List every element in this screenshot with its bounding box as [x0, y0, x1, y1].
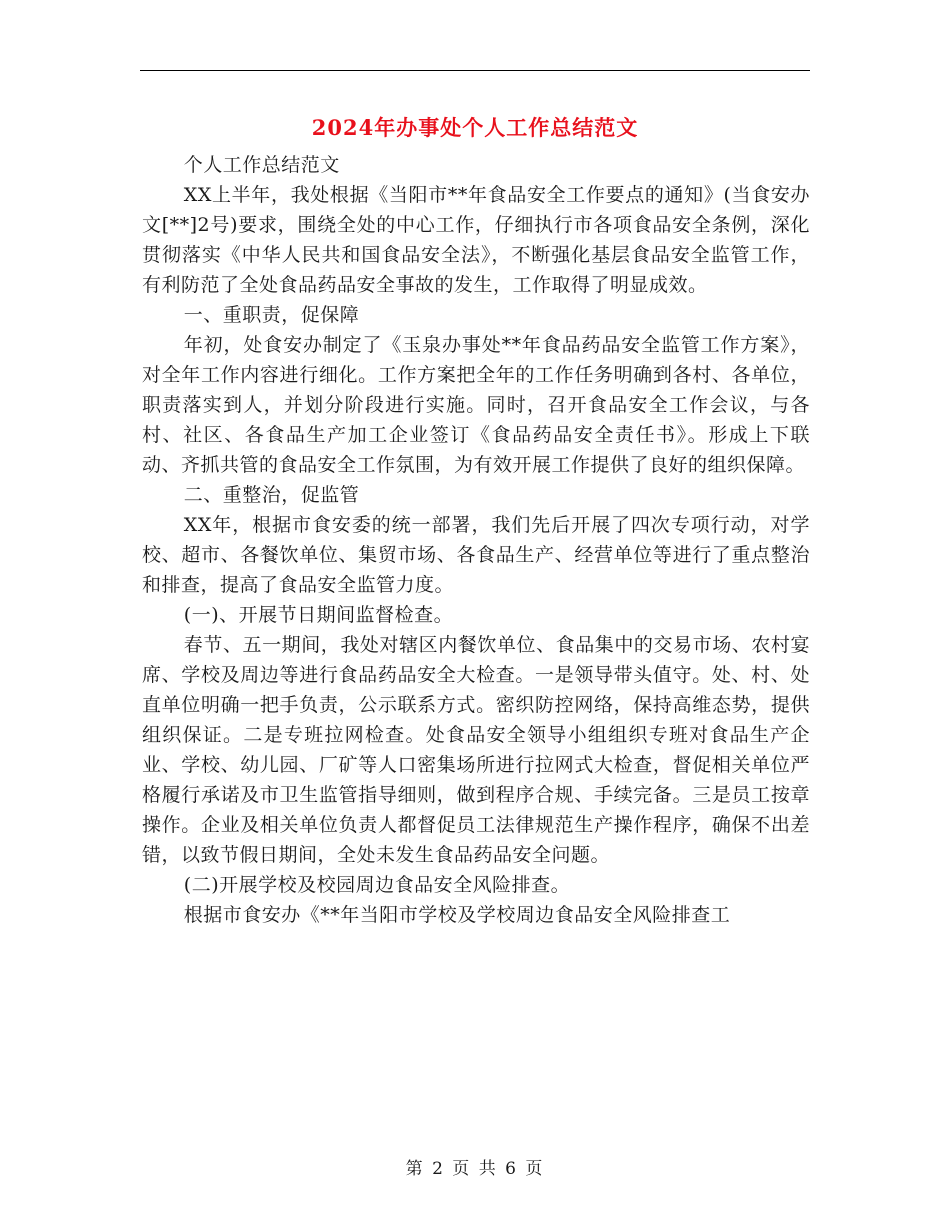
paragraph: XX上半年，我处根据《当阳市**年食品安全工作要点的通知》(当食安办文[**]2号)要求，围绕全处的中心工作，仔细执行市各项食品安全条例，深化贯彻落实《中华人民共和国食品安全法》，不断强化基层食品安全监管工作，有利防范了全处食品药品安全事故的发生，工作取得了明显成效。 — [142, 184, 810, 296]
paragraph: 根据市食安办《**年当阳市学校及学校周边食品安全风险排查工 — [183, 904, 731, 926]
subsection-heading: (一)、开展节日期间监督检查。 — [183, 604, 454, 626]
document-body — [142, 150, 810, 930]
header-rule — [140, 70, 810, 71]
page-number-footer: 第 2 页 共 6 页 — [405, 1159, 545, 1179]
section-heading: 二、重整治，促监管 — [183, 484, 360, 506]
paragraph: XX年，根据市食安委的统一部署，我们先后开展了四次专项行动，对学校、超市、各餐饮单位、集贸市场、各食品生产、经营单位等进行了重点整治和排查，提高了食品安全监管力度。 — [142, 514, 810, 596]
section-heading: 一、重职责，促保障 — [183, 304, 360, 326]
document-title: 2024年办事处个人工作总结范文 — [311, 115, 639, 140]
subsection-heading: (二)开展学校及校园周边食品安全风险排查。 — [183, 874, 571, 896]
paragraph: 春节、五一期间，我处对辖区内餐饮单位、食品集中的交易市场、农村宴席、学校及周边等进行食品药品安全大检查。一是领导带头值守。处、村、处直单位明确一把手负责，公示联系方式。密织防控网络，保持高维态势，提供组织保证。二是专班拉网检查。处食品安全领导小组组织专班对食品生产企业、学校、幼儿园、厂矿等人口密集场所进行拉网式大检查，督促相关单位严格履行承诺及市卫生监管指导细则，做到程序合规、手续完备。三是员工按章操作。企业及相关单位负责人都督促员工法律规范生产操作程序，确保不出差错，以致节假日期间，全处未发生食品药品安全问题。 — [142, 634, 810, 866]
paragraph: 年初，处食安办制定了《玉泉办事处**年食品药品安全监管工作方案》，对全年工作内容进行细化。工作方案把全年的工作任务明确到各村、各单位，职责落实到人，并划分阶段进行实施。同时，召开食品安全工作会议，与各村、社区、各食品生产加工企业签订《食品药品安全责任书》。形成上下联动、齐抓共管的食品安全工作氛围，为有效开展工作提供了良好的组织保障。 — [142, 334, 810, 476]
paragraph: 个人工作总结范文 — [183, 154, 340, 176]
